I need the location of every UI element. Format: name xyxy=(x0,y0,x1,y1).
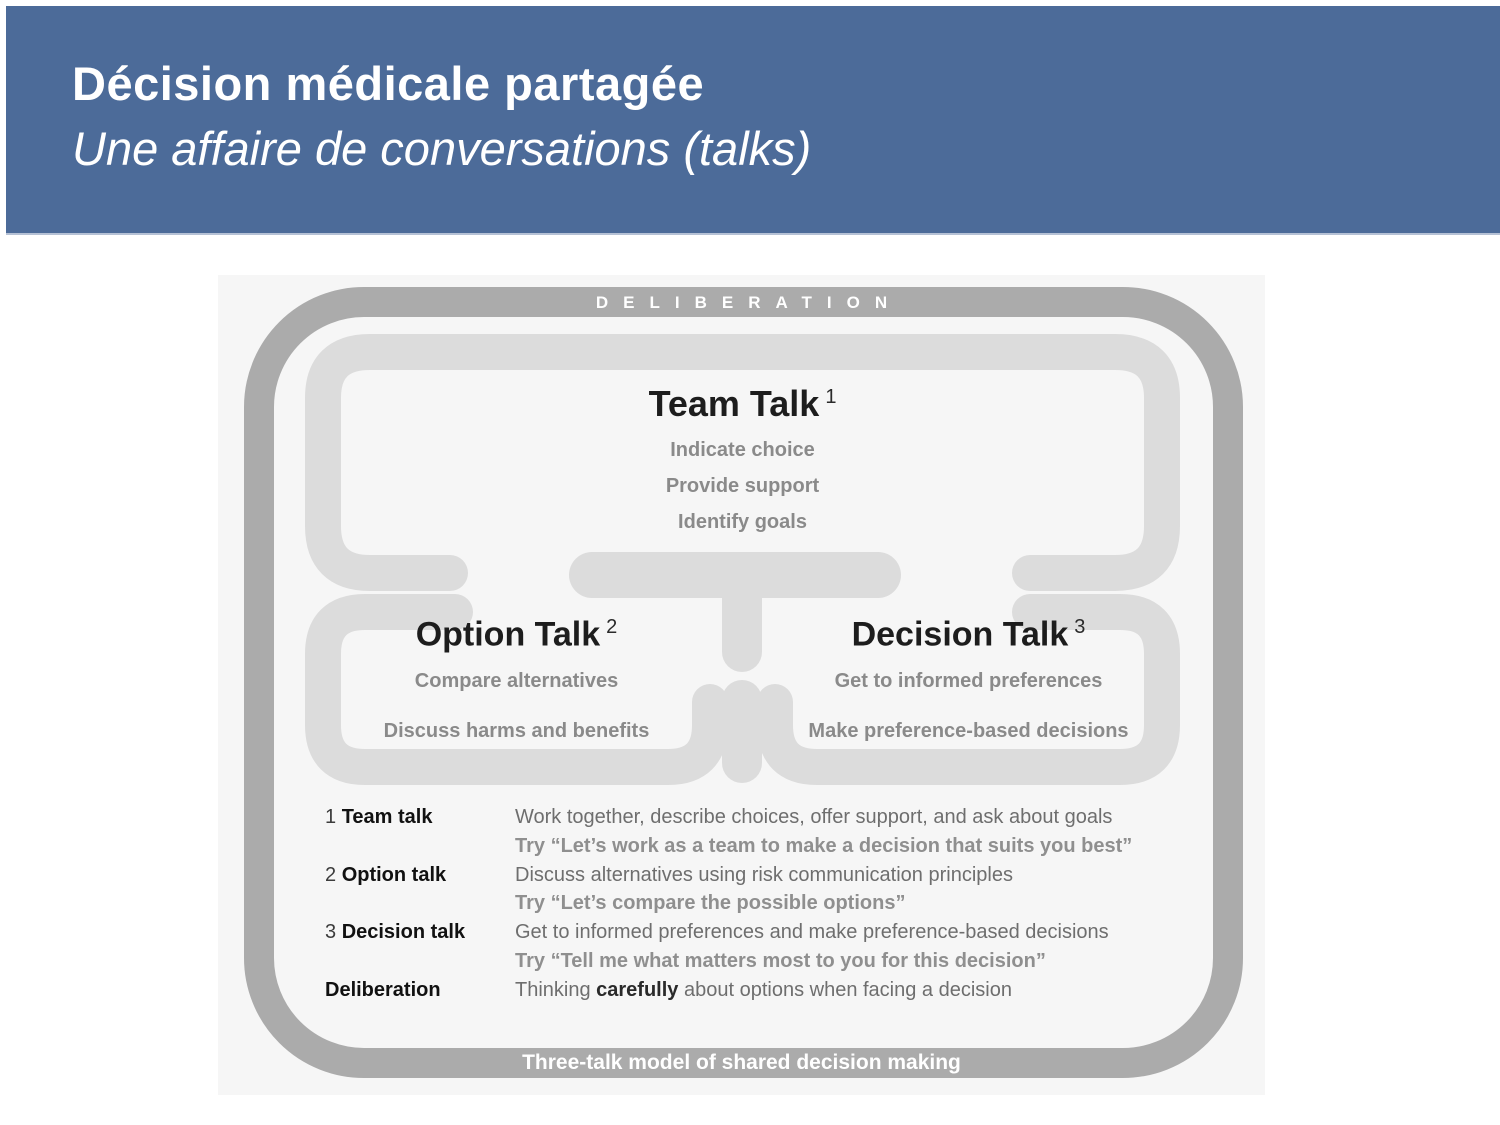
team-talk-item: Indicate choice xyxy=(670,439,815,461)
legend-term: Deliberation xyxy=(325,978,441,1001)
figure-caption: Three-talk model of shared decision making xyxy=(522,1051,961,1074)
option-talk-title-text: Option Talk xyxy=(415,615,601,654)
legend-label xyxy=(325,947,515,976)
legend-number: 3 xyxy=(325,921,337,944)
legend-description-text: Thinking xyxy=(515,978,597,1001)
legend-label xyxy=(325,803,515,832)
legend-row xyxy=(325,803,1205,832)
legend-number: 2 xyxy=(325,863,337,886)
legend-term: Decision talk xyxy=(341,921,466,944)
legend-description: Discuss alternatives using risk communication principles xyxy=(515,863,1013,886)
team-talk-superscript: 1 xyxy=(825,386,837,408)
legend-row xyxy=(325,918,1205,947)
legend-number: 1 xyxy=(325,806,337,828)
team-talk-item: Identify goals xyxy=(678,511,807,533)
decision-talk-item: Make preference-based decisions xyxy=(808,720,1129,743)
team-talk-box xyxy=(341,375,1144,534)
legend-row xyxy=(325,976,1205,1005)
legend-try-phrase: Try “Let’s compare the possible options” xyxy=(515,892,906,915)
legend-term: Team talk xyxy=(341,806,433,828)
legend-row xyxy=(325,947,1205,976)
legend-label xyxy=(325,976,515,1005)
decision-talk-title-text: Decision Talk xyxy=(851,615,1069,654)
page-subtitle: Une affaire de conversations (talks) xyxy=(72,122,812,175)
decision-talk-item: Get to informed preferences xyxy=(834,670,1103,693)
legend-row xyxy=(325,889,1205,918)
decision-talk-superscript: 3 xyxy=(1074,616,1086,638)
legend-label xyxy=(325,918,515,947)
legend-description: Work together, describe choices, offer support, and ask about goals xyxy=(515,806,1113,828)
legend-description xyxy=(515,976,1205,1005)
option-talk-box xyxy=(341,605,692,743)
option-talk-title xyxy=(341,605,692,656)
legend-label xyxy=(325,832,515,861)
legend-description-emphasis: carefully xyxy=(596,978,679,1001)
legend-label xyxy=(325,861,515,890)
team-talk-item: Provide support xyxy=(665,475,820,497)
legend-try-phrase: Try “Tell me what matters most to you for this decision” xyxy=(515,949,1046,972)
three-talk-figure xyxy=(218,275,1265,1095)
team-talk-title xyxy=(341,375,1144,426)
header-band xyxy=(6,6,1500,235)
decision-talk-box xyxy=(793,605,1144,743)
legend-description: Get to informed preferences and make preference-based decisions xyxy=(515,921,1109,944)
legend-term: Option talk xyxy=(341,863,447,886)
legend-try-phrase: Try “Let’s work as a team to make a decision that suits you best” xyxy=(515,834,1133,857)
legend-row xyxy=(325,861,1205,890)
legend xyxy=(325,803,1205,1005)
page-title: Décision médicale partagée xyxy=(72,57,705,110)
option-talk-item: Discuss harms and benefits xyxy=(383,720,650,743)
deliberation-label: DELIBERATION xyxy=(595,293,903,312)
option-talk-item: Compare alternatives xyxy=(414,670,619,693)
team-talk-title-text: Team Talk xyxy=(648,383,820,424)
legend-description-text: about options when facing a decision xyxy=(678,978,1012,1001)
legend-row xyxy=(325,832,1205,861)
option-talk-superscript: 2 xyxy=(606,616,618,638)
legend-label xyxy=(325,889,515,918)
decision-talk-title xyxy=(793,605,1144,656)
